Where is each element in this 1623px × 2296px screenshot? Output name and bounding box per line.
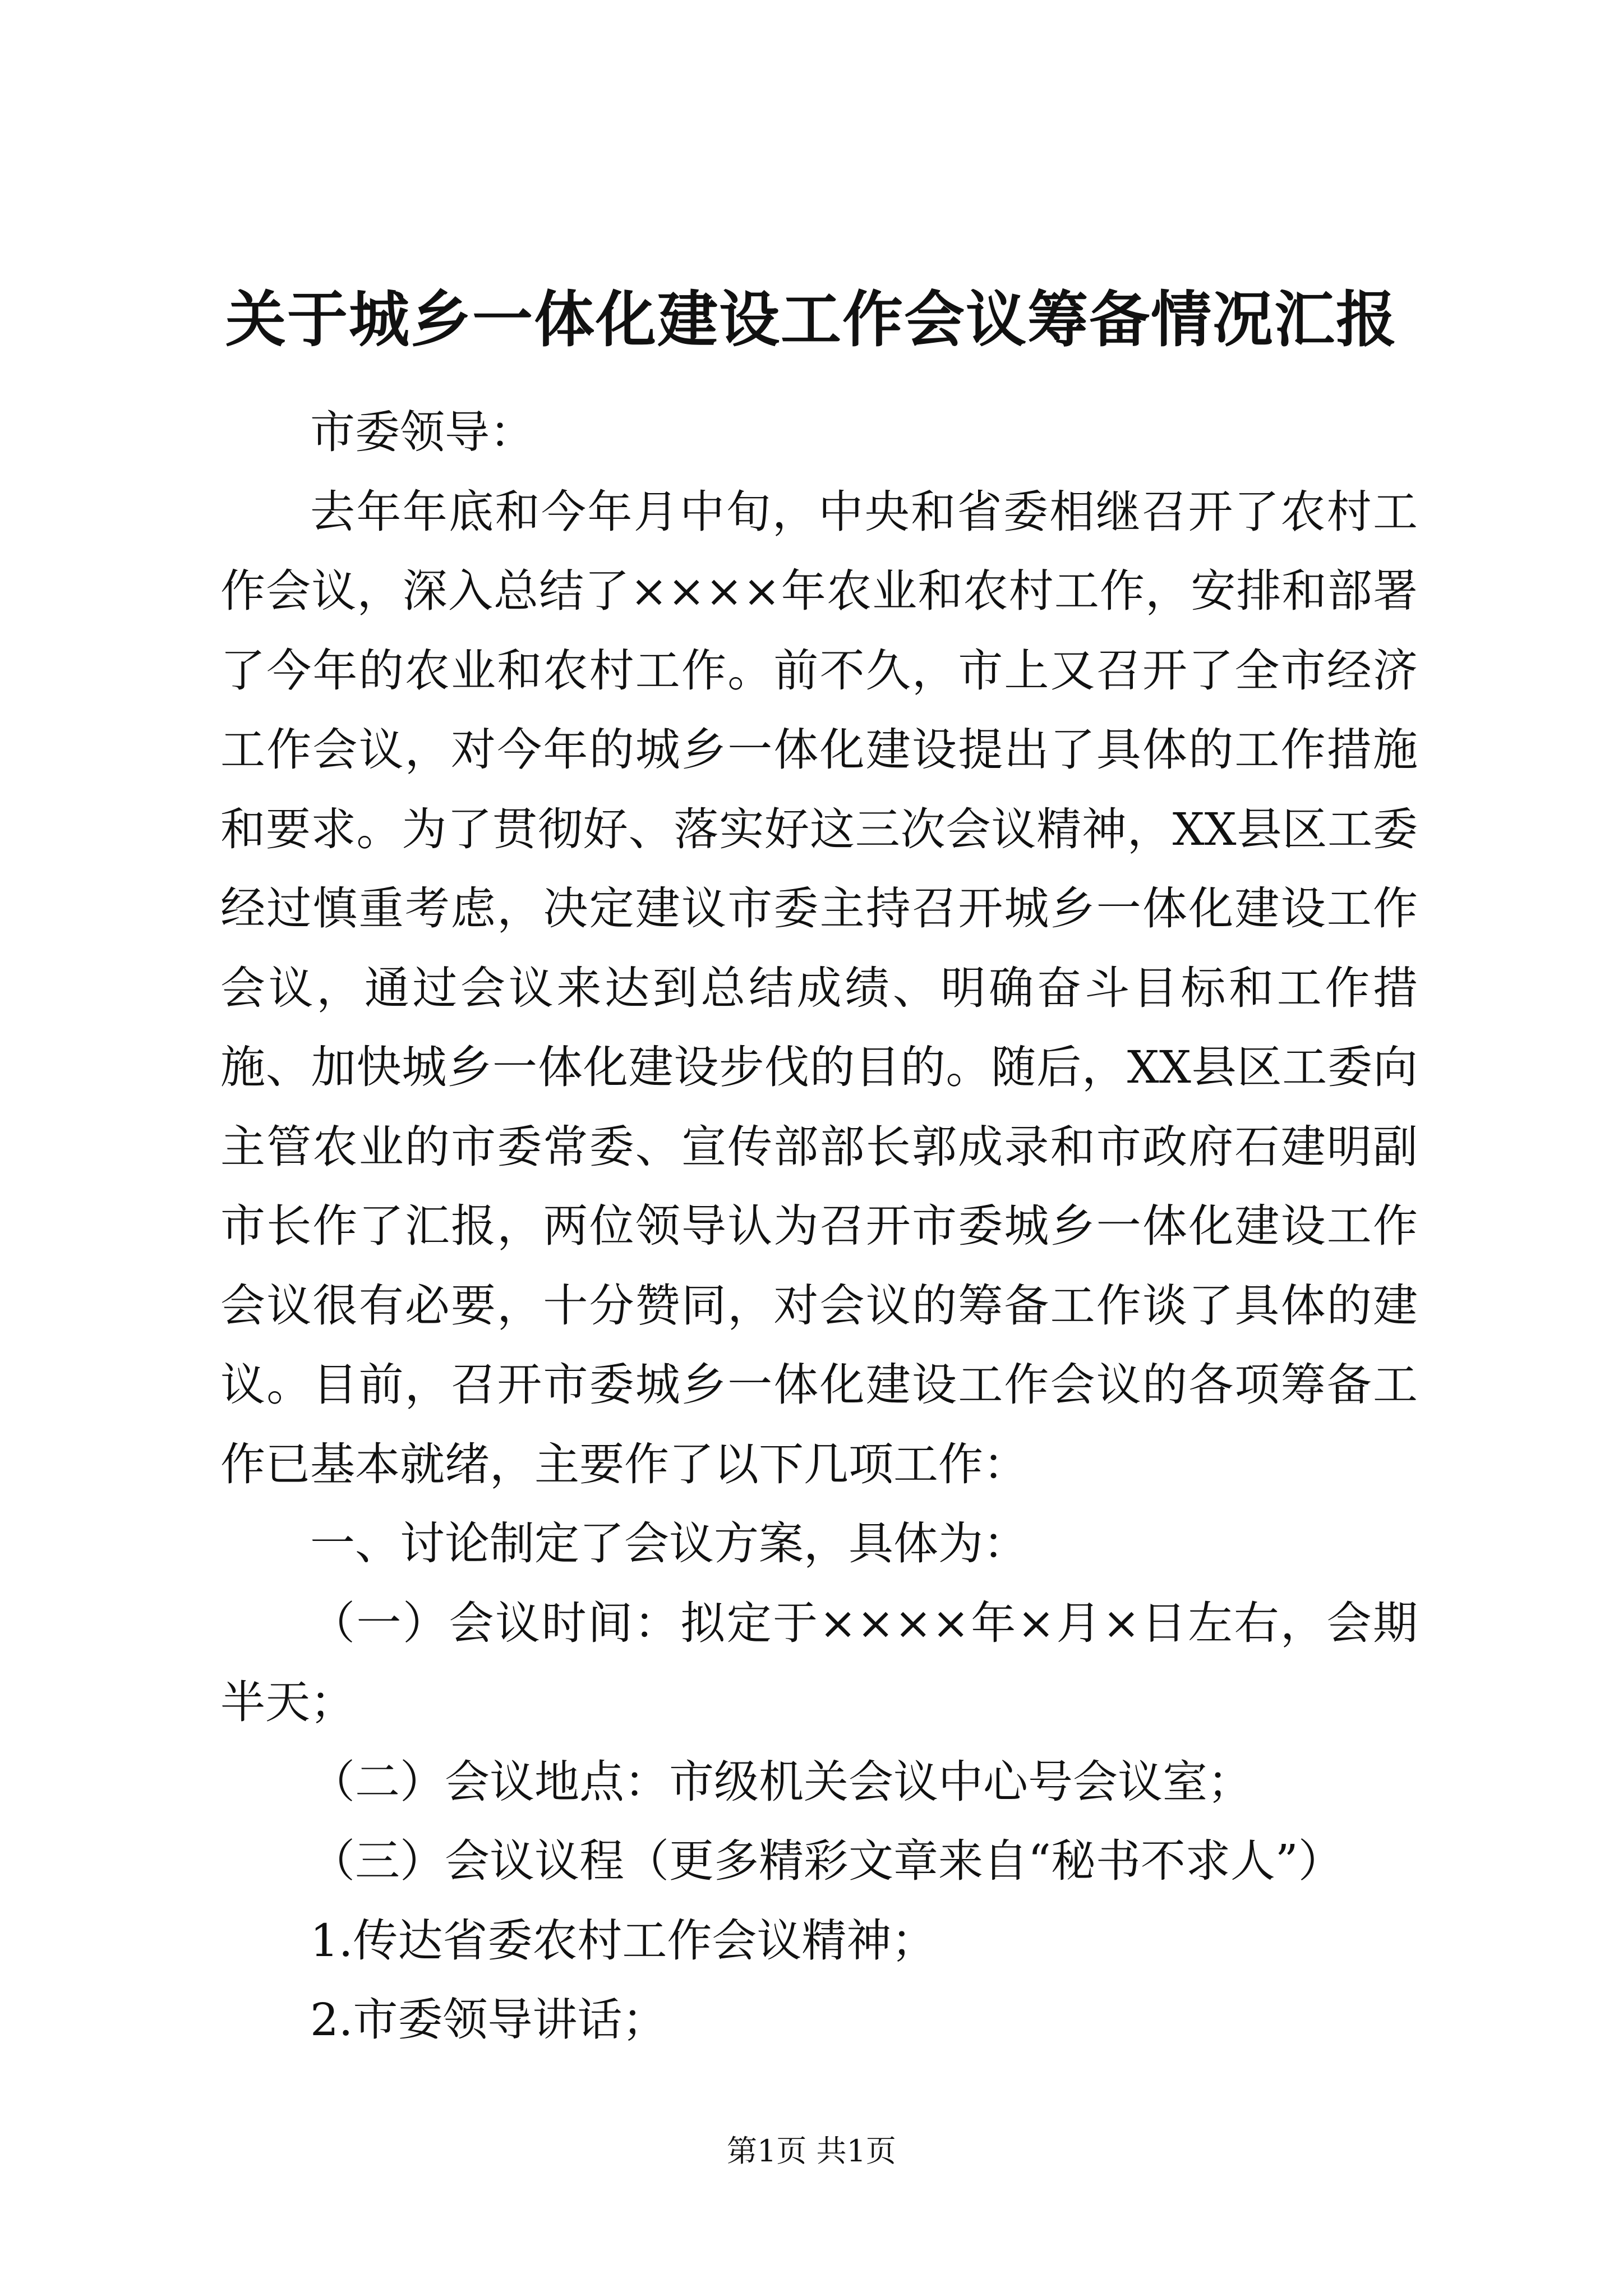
section-heading: 一、讨论制定了会议方案，具体为： (310, 1517, 1028, 1570)
list-item: 1.传达省委农村工作会议精神； (310, 1914, 937, 1967)
list-item: 2.市委领导讲话； (310, 1994, 667, 2046)
document-body (220, 393, 1418, 2060)
list-item: （一）会议时间：拟定于××××年×月×日左右，会期半天； (220, 1596, 1418, 1728)
body-paragraph: 去年年底和今年月中旬，中央和省委相继召开了农村工作会议，深入总结了××××年农业和农村工作，安排和部署了今年的农业和农村工作。前不久，市上又召开了全市经济工作会议，对今年的城乡一体化建设提出了具体的工作措施和要求。为了贯彻好、落实好这三次会议精神，XX县区工委经过慎重考虑，决定建议市委主持召开城乡一体化建设工作会议，通过会议来达到总结成绩、明确奋斗目标和工作措施、加快城乡一体化建设步伐的目的。随后，XX县区工委向主管农业的市委常委、宣传部部长郭成录和市政府石建明副市长作了汇报，两位领导认为召开市委城乡一体化建设工作会议很有必要，十分赞同，对会议的筹备工作谈了具体的建议。目前，召开市委城乡一体化建设工作会议的各项筹备工作已基本就绪，主要作了以下几项工作： (220, 485, 1418, 1490)
document-title: 关于城乡一体化建设工作会议筹备情况汇报 (225, 284, 1398, 355)
list-item: （三）会议议程（更多精彩文章来自“秘书不求人”） (310, 1835, 1343, 1887)
page-number-footer: 第1页 共1页 (727, 2133, 896, 2169)
salutation: 市委领导： (310, 406, 534, 458)
list-item: （二）会议地点：市级机关会议中心号会议室； (310, 1755, 1252, 1808)
